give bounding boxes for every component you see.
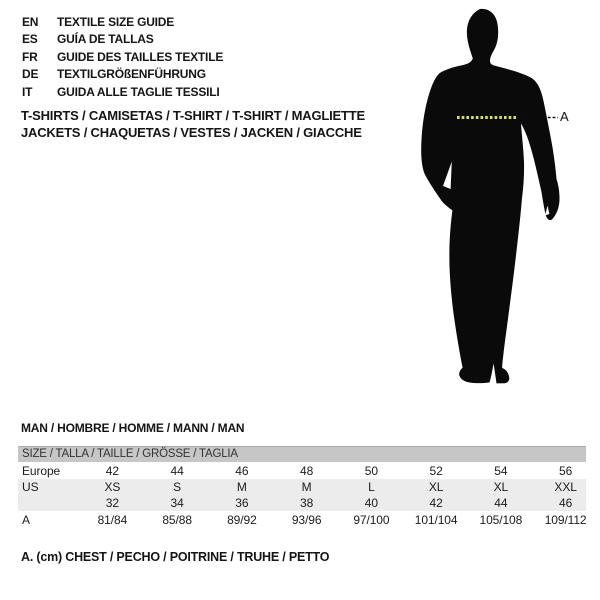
size-cell: 93/96	[291, 512, 322, 527]
table-row	[18, 462, 598, 479]
language-row	[22, 66, 223, 83]
size-table	[18, 446, 598, 528]
row-label: Europe	[22, 463, 61, 478]
row-label: US	[22, 480, 39, 494]
size-cell: 42	[429, 496, 443, 510]
language-row	[22, 14, 223, 31]
row-label: A	[22, 512, 30, 527]
language-row	[22, 49, 223, 66]
size-cell: M	[301, 480, 312, 494]
size-cell: 50	[364, 463, 378, 478]
category-line-jackets: JACKETS / CHAQUETAS / VESTES / JACKEN / GIACCHE	[21, 125, 362, 140]
language-code: EN	[22, 15, 39, 29]
language-row	[22, 31, 223, 48]
footnote-chest: A. (cm) CHEST / PECHO / POITRINE / TRUHE / PETTO	[21, 550, 330, 564]
category-lines	[21, 107, 365, 141]
size-cell: 32	[105, 496, 119, 510]
size-cell: 52	[429, 463, 443, 478]
table-row	[18, 511, 598, 528]
size-cell: 109/112	[544, 512, 587, 527]
size-cell: 48	[300, 463, 314, 478]
size-cell: L	[368, 480, 375, 494]
language-list	[22, 14, 223, 101]
size-cell: 101/104	[414, 512, 458, 527]
size-cell: 54	[494, 463, 508, 478]
size-cell: 46	[235, 463, 249, 478]
language-code: ES	[22, 32, 38, 47]
category-line-tshirts: T-SHIRTS / CAMISETAS / T-SHIRT / T-SHIRT / MAGLIETTE	[21, 108, 365, 123]
table-row	[18, 495, 598, 511]
size-cell: 105/108	[479, 512, 523, 527]
size-cell: 46	[559, 496, 573, 510]
size-cell: 34	[170, 496, 184, 510]
size-cell: 89/92	[227, 512, 257, 527]
silhouette-path	[421, 9, 559, 384]
size-cell: 81/84	[97, 512, 128, 527]
size-cell: 42	[105, 463, 119, 478]
language-title: GUIDA ALLE TAGLIE TESSILI	[57, 84, 220, 99]
language-code: FR	[22, 49, 38, 64]
size-cell: M	[236, 480, 247, 494]
language-title: GUIDE DES TAILLES TEXTILE	[57, 49, 224, 64]
language-code: IT	[22, 84, 33, 99]
language-title: TEXTILGRÖßENFÜHRUNG	[57, 67, 206, 82]
language-row	[22, 84, 223, 101]
man-silhouette	[395, 0, 600, 400]
size-cell: XXL	[554, 480, 577, 494]
language-title: TEXTILE SIZE GUIDE	[57, 15, 175, 29]
size-cell: 40	[364, 496, 378, 510]
size-cell: S	[173, 480, 182, 494]
size-cell: 38	[300, 496, 314, 510]
size-cell: XL	[428, 480, 444, 494]
size-cell: 85/88	[162, 512, 192, 527]
language-code: DE	[22, 67, 39, 82]
size-cell: 44	[494, 496, 508, 510]
table-row	[18, 479, 598, 495]
size-cell: 56	[559, 463, 573, 478]
language-title: GUÍA DE TALLAS	[57, 32, 154, 47]
size-cell: 44	[170, 463, 184, 478]
measure-label-a: A	[560, 109, 569, 124]
size-table-body	[18, 462, 598, 528]
section-title-man: MAN / HOMBRE / HOMME / MANN / MAN	[21, 421, 245, 435]
size-table-header: SIZE / TALLA / TAILLE / GRÖSSE / TAGLIA	[18, 446, 586, 462]
size-cell: XL	[493, 480, 509, 494]
size-cell: 36	[235, 496, 249, 510]
size-cell: 97/100	[353, 512, 390, 527]
size-cell: XS	[104, 480, 121, 494]
man-figure	[395, 0, 600, 400]
